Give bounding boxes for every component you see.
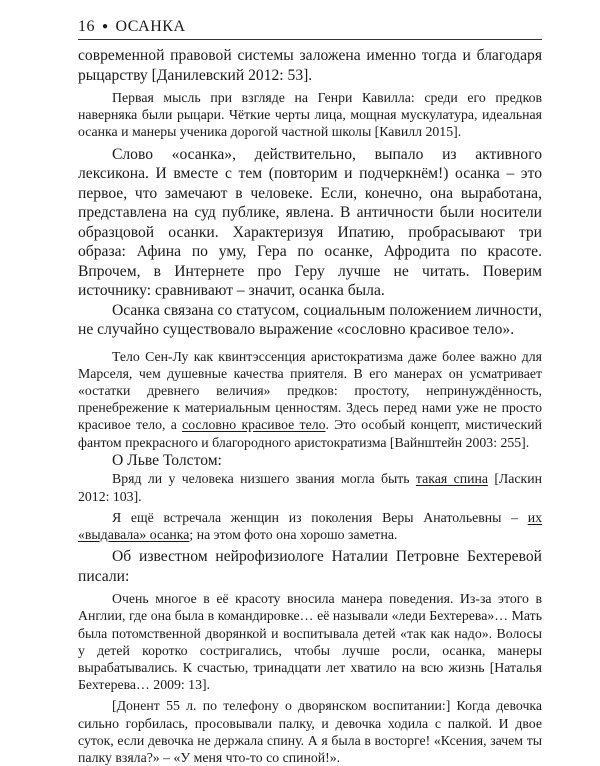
quote-text: Очень многое в её красоту вносила манера поведения. Из-за этого в Англии, где она была в командировке… её называли «леди Бехтерева»… Мать была потомственной дворянкой и воспитывала детей «так как надо». Волосы у детей коротко состригались, чтобы лучше росли, осанка, манеры вырабатывались. К счастью, тринадцати лет хватило на всю жизнь [Наталья Бехтерева… 2009: 13]. [78, 591, 542, 693]
main-paragraph-3 [78, 451, 542, 471]
paragraph-text: Осанка связана со статусом, социальным положением личности, не случайно существовало выражение «сословно красивое тело». [78, 301, 542, 339]
paragraph-text: Слово «осанка», действительно, выпало из активного лексикона. И вместе с тем (повторим и подчеркнём!) осанка – это первое, что замечают в человеке. Если, конечно, она выработана, представлена на суд публике, явлена. В античности были носители образцовой осанки. Характеризуя Ипатию, пробрасывают три образа: Афина по уму, Гера по осанке, Афродита по красоте. Впрочем, в Интернете про Геру лучше не читать. Поверим источнику: сравнивают – значит, осанка была. [78, 145, 542, 300]
quote-text: Тело Сен-Лу как квинтэссенция аристократизма даже более важно для Марселя, чем душевные качества приятеля. В его манерах он усматривает «остатки древнего величия» предков: простоту, непринуждённость, пренебрежение к материальным ценностям. Здесь перед нами уже не просто красивое тело, а сословно красивое тело. Это особый концепт, мистический фантом прекрасного и благородного аристократизма [Вайнштейн 2003: 255]. [78, 348, 543, 450]
quote-text: Первая мысль при взгляде на Генри Кавилла: среди его предков наверняка были рыцари. Чёткие черты лица, мощная мускулатура, идеальная осанка и манеры ученика дорогой частной школы [Кавилл 2015]. [78, 90, 542, 140]
quote-bekhtereva [78, 590, 542, 693]
quote-text: [Донент 55 л. по телефону о дворянском воспитании:] Когда девочка сильно горбилась, просовывали палку, и девочка ходила с палкой. И двое суток, если девочка не держала спину. А я была в восторге! «Ксения, зачем ты палку взяла?» – «У меня что-то со спиной!». [78, 698, 542, 765]
quote-text: Вряд ли у человека низшего звания могла быть такая спина [Ласкин 2012: 103]. [78, 471, 542, 504]
main-paragraph-2 [78, 145, 542, 340]
quote-tolstoy [78, 470, 542, 504]
quote-saint-loup [78, 348, 542, 451]
main-paragraph-4 [78, 547, 542, 586]
running-head [78, 18, 542, 40]
main-paragraph-1 [78, 46, 542, 85]
paragraph-text: О Льве Толстом: [112, 451, 222, 469]
chapter-title: ОСАНКА [115, 18, 186, 35]
underlined-phrase: их «выдавала» осанка [78, 509, 542, 542]
quote-text: Я ещё встречала женщин из поколения Веры Анатольевны – их «выдавала» осанка; на этом фото она хорошо заметна. [78, 509, 542, 542]
paragraph-text: Об известном нейрофизиологе Наталии Петровне Бехтеревой писали: [78, 548, 542, 585]
underlined-phrase: такая спина [415, 471, 488, 487]
page-number: 16 [78, 18, 95, 35]
quote-vera [78, 509, 542, 543]
bullet-separator: ● [102, 21, 109, 32]
quote-informant [78, 697, 542, 766]
underlined-phrase: сословно красивое тело [182, 417, 326, 433]
quote-cavill [78, 89, 542, 141]
paragraph-continuation: современной правовой системы заложена именно тогда и благодаря рыцарству [Данилевский 2012: 53]. [78, 47, 542, 84]
